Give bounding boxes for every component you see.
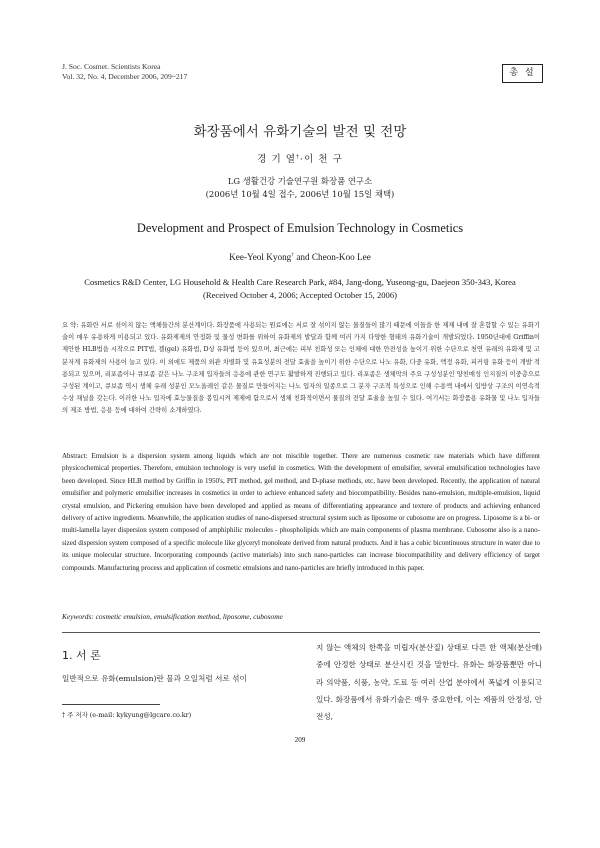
authors-korean bbox=[0, 151, 600, 165]
footnote-divider bbox=[62, 704, 160, 705]
footnote-corresponding-author: † 주 저자 (e-mail: kykyung@lgcare.co.kr) bbox=[62, 711, 192, 719]
affiliation-korean-dates: (2006년 10월 4일 접수, 2006년 10월 15일 채택) bbox=[205, 189, 395, 199]
title-english: Development and Prospect of Emulsion Technology in Cosmetics bbox=[136, 221, 464, 235]
author-english-first: Kee-Yeol Kyong bbox=[229, 252, 292, 263]
page-number: 209 bbox=[294, 736, 306, 744]
abstract-korean bbox=[62, 320, 540, 418]
section-heading-introduction: 1. 서 론 bbox=[62, 649, 101, 662]
body-text-right-column: 지 않는 액체의 한쪽을 미립자(분산질) 상태로 다른 한 액체(분산매) 중에 안정한 상태로 분산시킨 것을 말한다. 유화는 화장품뿐만 아니라 의약품, 식품, 농약, 도료 등 여러 산업 분야에서 폭넓게 이용되고 있다. 화장품에서 유화기술은 매우 중요한데, 이는 제품의 안정성, 안전성, bbox=[316, 643, 542, 722]
author-dagger-korean: † bbox=[296, 153, 300, 160]
affiliation-english bbox=[0, 276, 600, 302]
affiliation-korean-org: LG 생활건강 기술연구원 화장품 연구소 bbox=[227, 176, 373, 186]
affiliation-english-org: Cosmetics R&D Center, LG Household & Health Care Research Park, #84, Jang-dong, Yuseong-gu, Daejeon 350-343, Korea bbox=[84, 277, 516, 287]
authors-english bbox=[0, 252, 600, 262]
author-english-rest: and Cheon-Koo Lee bbox=[294, 252, 371, 263]
affiliation-english-dates: (Received October 4, 2006; Accepted October 15, 2006) bbox=[202, 290, 397, 300]
author-dagger-english: † bbox=[291, 252, 295, 258]
abstract-english-text: Emulsion is a dispersion system among liquids which are not miscible together. There are numerous cosmetic raw materials which have different physicochemical properties. Therefore, emulsion technology is very useful in cosmetics. With the development of emulsifier, several emulsification technologies have been developed. Since HLB method by Griffin in 1950's, PIT method, gel method, and D-phase methods, etc, have been developed. Recently, the application of natural emulsifier and polymeric emulsifier increases in cosmetics in order to achieve enhanced safety and biocompatibility. Besides nano-emulsion, multiple-emulsion, liquid crystal emulsion, and Pickering emulsion have been developed and applied as means of differentiating appearance and texture of products and achieving enhanced delivery of active ingredients. Meanwhile, the application studies of nano-dispersed structural system such as liposome or cubosome are on progress. Liposome is a bi- or multi-lamella layer dispersion system composed of amphiphilic molecules - phospholipids which are main components of plasma membrane. Cubosome also is a nano-sized dispersion system composed of a specific molecule like glyceryl monoleate derived from natural products. And it has a cubic bicontinuous structure in water due to its unique molecular structure. Incorporating compounds (active materials) into such nano-particles can increase biocompatibility and delivery efficiency of target compounds. Manufacturing process and application of cosmetic emulsions and nano-particles are briefly introduced in this paper. bbox=[62, 452, 540, 572]
keywords-text: cosmetic emulsion, emulsification method, liposome, cubosome bbox=[95, 612, 283, 621]
affiliation-korean bbox=[0, 175, 600, 201]
abstract-english bbox=[62, 450, 540, 574]
keywords-divider bbox=[62, 632, 540, 633]
body-text-left-column: 일반적으로 유화(emulsion)란 물과 오일처럼 서로 섞이 bbox=[62, 674, 247, 683]
title-korean: 화장품에서 유화기술의 발전 및 전망 bbox=[193, 124, 407, 140]
article-type-badge: 총 설 bbox=[502, 64, 543, 83]
abstract-korean-label: 요 약: bbox=[62, 322, 81, 329]
journal-volume: Vol. 32, No. 4, December 2006, 209~217 bbox=[62, 72, 188, 81]
keywords-label: Keywords: bbox=[62, 612, 96, 621]
abstract-english-label: Abstract: bbox=[62, 452, 92, 460]
author-korean-first: 경 기 열 bbox=[257, 154, 297, 165]
journal-header bbox=[62, 62, 187, 82]
abstract-korean-text: 유화란 서로 섞이지 않는 액체들간의 분산계이다. 화장품에 사용되는 원료에는 서로 잘 섞이지 않는 물질들이 많기 때문에 이들을 한 제제 내에 잘 혼합할 수 있는 유화기술이 매우 유용하게 이용되고 있다. 유화제제의 안정화 및 물성 변화를 위하여 유화제의 발달과 함께 여러 가지 다양한 형태의 유화기술이 개발되었다. 1950년대에 Griffin이 제안한 HLB법을 시작으로 PIT법, 겔(gel) 유화법, D상 유화법 등이 있으며, 최근에는 피부 친화성 또는 인체에 대한 안전성을 높이기 위한 수단으로 천연 유래의 유화제 및 고분자계 유화제의 사용이 늘고 있다. 이 외에도 제품의 외관 차별화 및 유효성분의 전달 효율을 높이기 위한 수단으로 나노 유화, 다중 유화, 액정 유화, 피커링 유화 등이 개발 적용되고 있으며, 리포좀이나 큐보좀 같은 나노 구조체 입자들의 응용에 관한 연구도 활발하게 진행되고 있다. 리포좀은 생체막의 주요 구성성분인 양친매성 인지질의 이중층으로 구성된 계이고, 큐보좀 역시 생체 유래 성분인 모노올레인 같은 물질로 만들어지는 나노 입자의 일종으로 그 분자 구조적 특성으로 인해 수용액 내에서 입방상 구조의 이연속적 수상 채널을 갖는다. 이러한 나노 입자에 효능물질을 봉입시켜 제제에 함으로서 생체 친화적이면서 물질의 전달 효율을 높일 수 있다. 여기서는 화장품용 유화물 및 나노 입자들의 제조 방법, 응용 등에 대하여 간략히 소개하였다. bbox=[62, 322, 540, 415]
journal-name: J. Soc. Cosmet. Scientists Korea bbox=[62, 62, 161, 71]
author-korean-rest: ·이 천 구 bbox=[299, 154, 343, 165]
keywords bbox=[62, 612, 540, 621]
